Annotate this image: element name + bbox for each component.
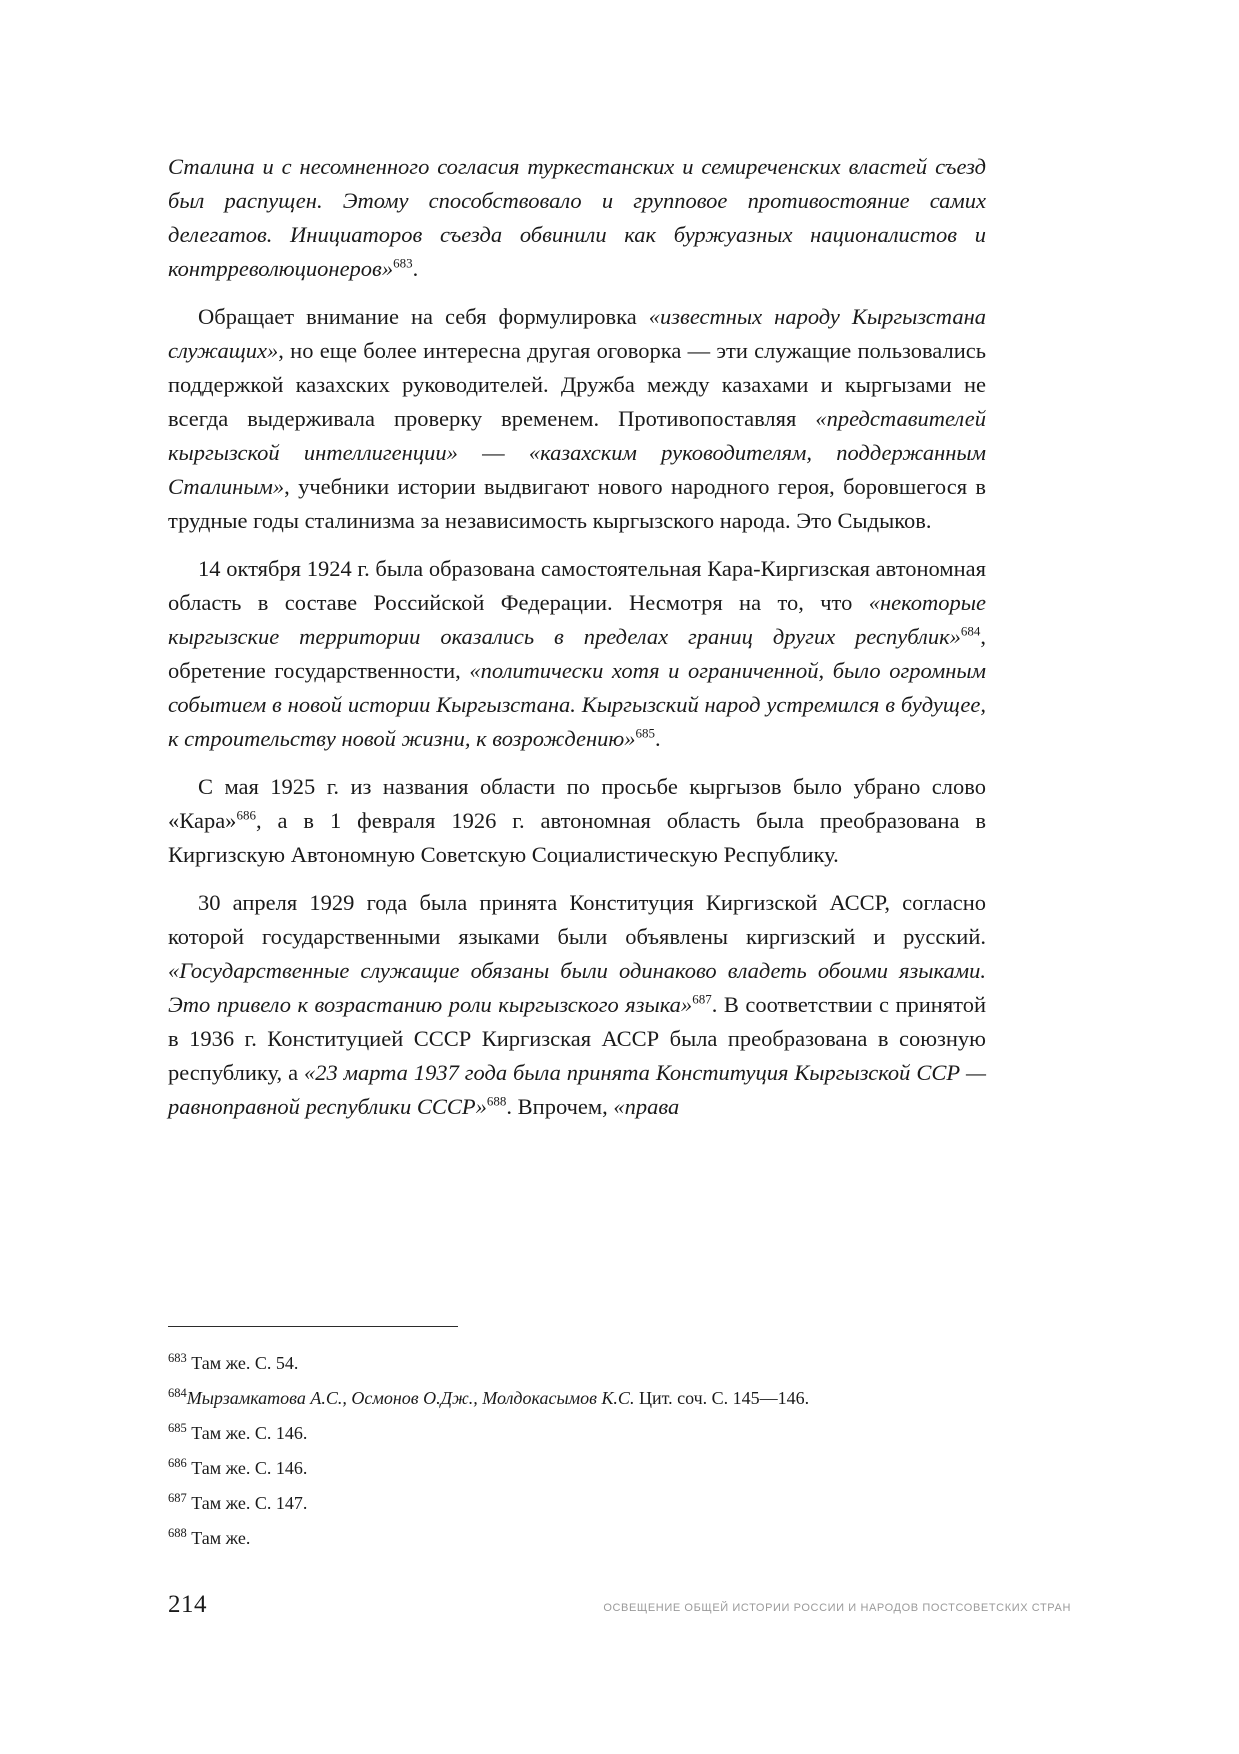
paragraph-5-text-2: . В соответствии с принятой в 1936 г. Конституцией СССР Киргизская АССР была преобразована в союзную республику, а (168, 992, 987, 1085)
footnote-687 (168, 1489, 986, 1518)
footnote-684 (168, 1384, 986, 1413)
paragraph-3-text-1: 14 октября 1924 г. была образована самостоятельная Кара-Киргизская автономная область в составе Российской Федерации. Несмотря на то, что (168, 556, 986, 615)
footnote-separator-rule (168, 1326, 458, 1327)
paragraph-2-quote-3: «казахским руководителям, поддержанным Сталиным» (168, 440, 986, 499)
paragraph-4 (168, 770, 986, 872)
paragraph-2-text-4: , учебники истории выдвигают нового народного героя, боровшегося в трудные годы сталинизма за независимость кыргызского народа. Это Сыдыков. (168, 474, 986, 533)
footnotes-block (168, 1326, 986, 1559)
footnote-text-683: Там же. С. 54. (191, 1353, 299, 1373)
footnote-685 (168, 1419, 986, 1448)
footnote-688 (168, 1524, 986, 1553)
footnote-marker-688: 688 (168, 1526, 187, 1540)
paragraph-2-text-1: Обращает внимание на себя формулировка (198, 304, 649, 329)
footnote-marker-683: 683 (168, 1351, 187, 1365)
footnote-ref-683[interactable]: 683 (393, 255, 413, 271)
paragraph-5-text-3: . Впрочем, (506, 1094, 614, 1119)
page-number: 214 (168, 1591, 207, 1618)
footnote-marker-687: 687 (168, 1491, 187, 1505)
footnote-ref-687[interactable]: 687 (692, 991, 712, 1007)
paragraph-2-text-2: , но еще более интересна другая оговорка — эти служащие пользовались поддержкой казахских руководителей. Дружба между казахами и кыргызами не всегда выдерживала проверку временем. Противопоставляя (168, 338, 986, 431)
footnote-text-684: Цит. соч. С. 145—146. (634, 1388, 810, 1408)
footnote-text-685: Там же. С. 146. (191, 1423, 308, 1443)
footnote-ref-684[interactable]: 684 (960, 623, 981, 639)
footnote-ref-688[interactable]: 688 (486, 1093, 507, 1109)
paragraph-4-text-1: С мая 1925 г. из названия области по просьбе кыргызов было убрано слово «Кара» (168, 774, 986, 833)
paragraph-4-text-2: , а в 1 февраля 1926 г. автономная область была преобразована в Киргизскую Автономную Советскую Социалистическую Республику. (168, 808, 986, 867)
paragraph-3 (168, 552, 986, 756)
paragraph-2 (168, 300, 986, 538)
paragraph-3-tail: . (655, 726, 661, 751)
paragraph-1-italic-quote: Сталина и с несомненного согласия туркестанских и семиреченских властей съезд был распущен. Этому способствовало и групповое противостояние самих делегатов. Инициаторов съезда обвинили как буржуазных националистов и контрреволюционеров» (168, 154, 986, 281)
paragraph-5-quote-3: «права (613, 1094, 680, 1119)
footnote-text-687: Там же. С. 147. (191, 1493, 308, 1513)
paragraph-5-quote-2: «23 марта 1937 года была принята Конституция Кыргызской ССР — равноправной республики СССР» (168, 1060, 986, 1119)
paragraph-3-quote-2: «политически хотя и ограниченной, было огромным событием в новой истории Кыргызстана. Кыргызский народ устремился в будущее, к строительству новой жизни, к возрождению» (168, 658, 987, 751)
paragraph-3-text-2: , обретение государственности, (168, 624, 986, 683)
paragraph-1-tail: . (412, 256, 419, 281)
footnote-683 (168, 1349, 986, 1378)
paragraph-5-text-1: 30 апреля 1929 года была принята Конституция Киргизской АССР, согласно которой государственными языками были объявлены киргизский и русский. (168, 890, 986, 949)
footnote-authors-684: Мырзамкатова А.С., Осмонов О.Дж., Молдокасымов К.С. (186, 1388, 635, 1408)
paragraph-5 (168, 886, 986, 1124)
running-footer: ОСВЕЩЕНИЕ ОБЩЕЙ ИСТОРИИ РОССИИ И НАРОДОВ ПОСТСОВЕТСКИХ СТРАН (603, 1602, 1071, 1614)
page-body (168, 150, 986, 1138)
footnote-text-688: Там же. (191, 1528, 251, 1548)
footnote-686 (168, 1454, 986, 1483)
paragraph-2-quote-1: «известных народу Кыргызстана служащих» (168, 304, 986, 363)
paragraph-2-quote-2: «представителей кыргызской интеллигенции» (168, 406, 986, 465)
footnote-marker-684: 684 (168, 1386, 187, 1400)
paragraph-5-quote-1: «Государственные служащие обязаны были одинаково владеть обоими языками. Это привело к возрастанию роли кыргызского языка» (168, 958, 986, 1017)
footnote-ref-685[interactable]: 685 (635, 725, 655, 741)
footnote-marker-685: 685 (168, 1421, 187, 1435)
footnote-text-686: Там же. С. 146. (191, 1458, 308, 1478)
paragraph-2-text-3: — (457, 440, 529, 465)
footnote-ref-686[interactable]: 686 (236, 807, 256, 823)
footnote-marker-686: 686 (168, 1456, 187, 1470)
paragraph-3-quote-1: «некоторые кыргызские территории оказались в пределах границ других республик» (168, 590, 986, 649)
paragraph-1 (168, 150, 986, 286)
